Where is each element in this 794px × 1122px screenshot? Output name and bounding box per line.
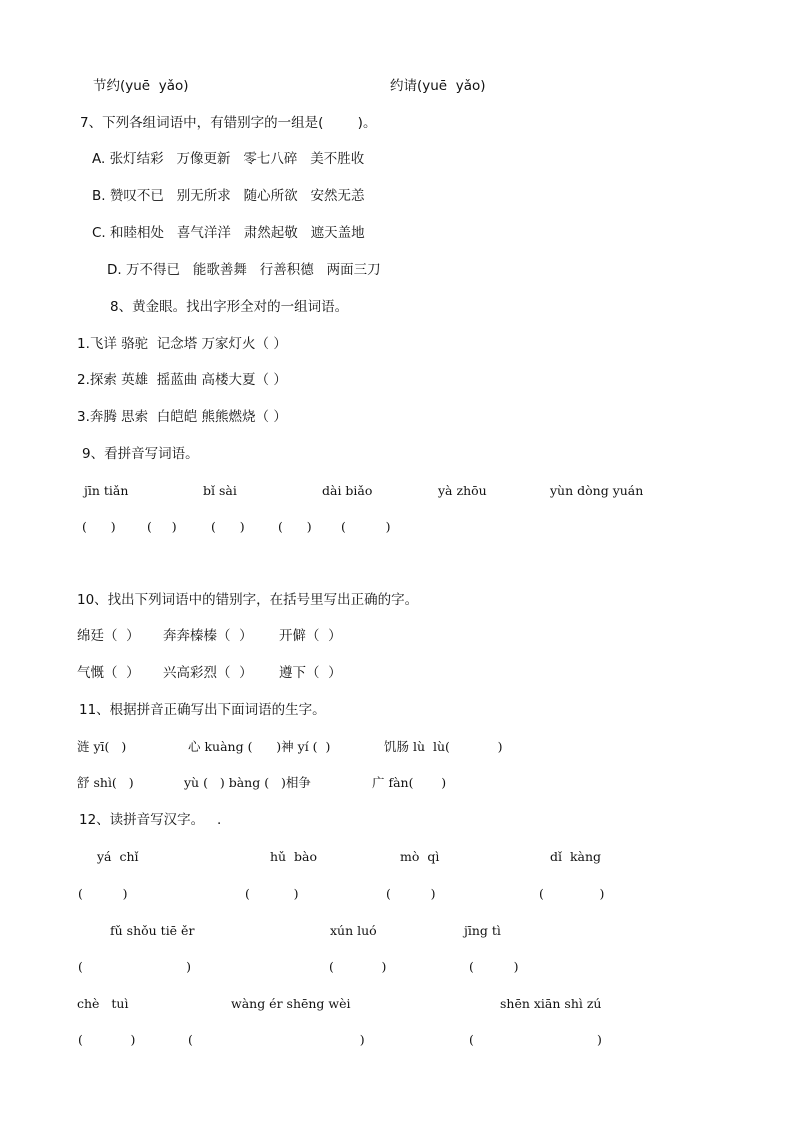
q8-title: 8、黄金眼。找出字形全对的一组词语。 — [110, 299, 349, 315]
q10-item-2: 奔奔榛榛（ ） — [163, 628, 253, 644]
q12-blank-5: ( ) — [78, 959, 192, 974]
q12-pinyin-4: dǐ kàng — [550, 849, 602, 864]
q11-item-1: 涟 yī( ) — [77, 739, 127, 754]
q10-title: 10、找出下列词语中的错别字，在括号里写出正确的字。 — [77, 592, 419, 608]
q10-item-5: 兴高彩烈（ ） — [163, 665, 253, 681]
q11-item-4: 舒 shì( ) — [77, 775, 134, 790]
q12-blank-3: ( ) — [386, 886, 436, 901]
top-word-1: 节约(yuē yǎo) — [93, 78, 189, 94]
q8-line-1: 1.飞详 骆驼 记念塔 万家灯火（ ） — [77, 336, 287, 352]
q11-item-6: 广 fàn( ) — [372, 775, 447, 790]
q11-title: 11、根据拼音正确写出下面词语的生字。 — [79, 702, 326, 718]
q7-option-c: C. 和睦相处 喜气洋洋 肃然起敬 遮天盖地 — [92, 225, 365, 241]
q8-line-3: 3.奔腾 思索 白皑皑 熊熊燃烧（ ） — [77, 409, 287, 425]
q12-blank-9: ( ) — [188, 1032, 365, 1047]
q9-pinyin-3: dài biǎo — [322, 483, 373, 498]
q12-pinyin-5: fǔ shǒu tiē ěr — [110, 923, 195, 938]
q7-option-d: D. 万不得已 能歌善舞 行善积德 两面三刀 — [107, 262, 381, 278]
q10-item-6: 遵下（ ） — [279, 665, 342, 681]
q9-blank-2: ( ) — [147, 519, 177, 534]
q12-blank-8: ( ) — [78, 1032, 136, 1047]
q12-pinyin-6: xún luó — [330, 923, 377, 938]
q12-blank-2: ( ) — [245, 886, 299, 901]
q12-pinyin-1: yá chǐ — [97, 849, 139, 864]
q10-item-4: 气慨（ ） — [77, 665, 140, 681]
q9-pinyin-2: bǐ sài — [203, 483, 237, 498]
q12-blank-7: ( ) — [469, 959, 519, 974]
q11-item-2: 心 kuàng ( )神 yí ( ) — [188, 739, 331, 754]
q9-blank-3: ( ) — [211, 519, 245, 534]
q9-blank-4: ( ) — [278, 519, 312, 534]
q12-pinyin-8: chè tuì — [77, 996, 129, 1011]
q7-option-a: A. 张灯结彩 万像更新 零七八碎 美不胜收 — [92, 151, 365, 167]
top-word-2: 约请(yuē yǎo) — [390, 78, 486, 94]
q9-title: 9、看拼音写词语。 — [82, 446, 199, 462]
q7-title: 7、下列各组词语中，有错别字的一组是( )。 — [80, 115, 377, 131]
q12-pinyin-9: wàng ér shēng wèi — [231, 996, 351, 1011]
q10-item-3: 开僻（ ） — [279, 628, 342, 644]
q10-item-1: 绵廷（ ） — [77, 628, 140, 644]
q12-blank-1: ( ) — [78, 886, 128, 901]
q11-item-5: yù ( ) bàng ( )相争 — [184, 775, 311, 790]
q12-blank-4: ( ) — [539, 886, 605, 901]
q7-option-b: B. 赞叹不已 别无所求 随心所欲 安然无恙 — [92, 188, 365, 204]
q9-pinyin-1: jīn tiǎn — [84, 483, 129, 498]
q9-blank-1: ( ) — [82, 519, 116, 534]
q9-pinyin-5: yùn dòng yuán — [550, 483, 644, 498]
q12-title: 12、读拼音写汉字。 . — [79, 812, 222, 828]
q8-line-2: 2.探索 英雄 摇蓝曲 高楼大夏（ ） — [77, 372, 287, 388]
q12-blank-10: ( ) — [469, 1032, 602, 1047]
q12-pinyin-2: hǔ bào — [270, 849, 318, 864]
q12-blank-6: ( ) — [329, 959, 387, 974]
q11-item-3: 饥肠 lù lù( ) — [384, 739, 503, 754]
q9-blank-5: ( ) — [341, 519, 391, 534]
q12-pinyin-7: jīng tì — [464, 923, 501, 938]
q9-pinyin-4: yà zhōu — [438, 483, 487, 498]
q12-pinyin-10: shēn xiān shì zú — [500, 996, 602, 1011]
q12-pinyin-3: mò qì — [400, 849, 440, 864]
